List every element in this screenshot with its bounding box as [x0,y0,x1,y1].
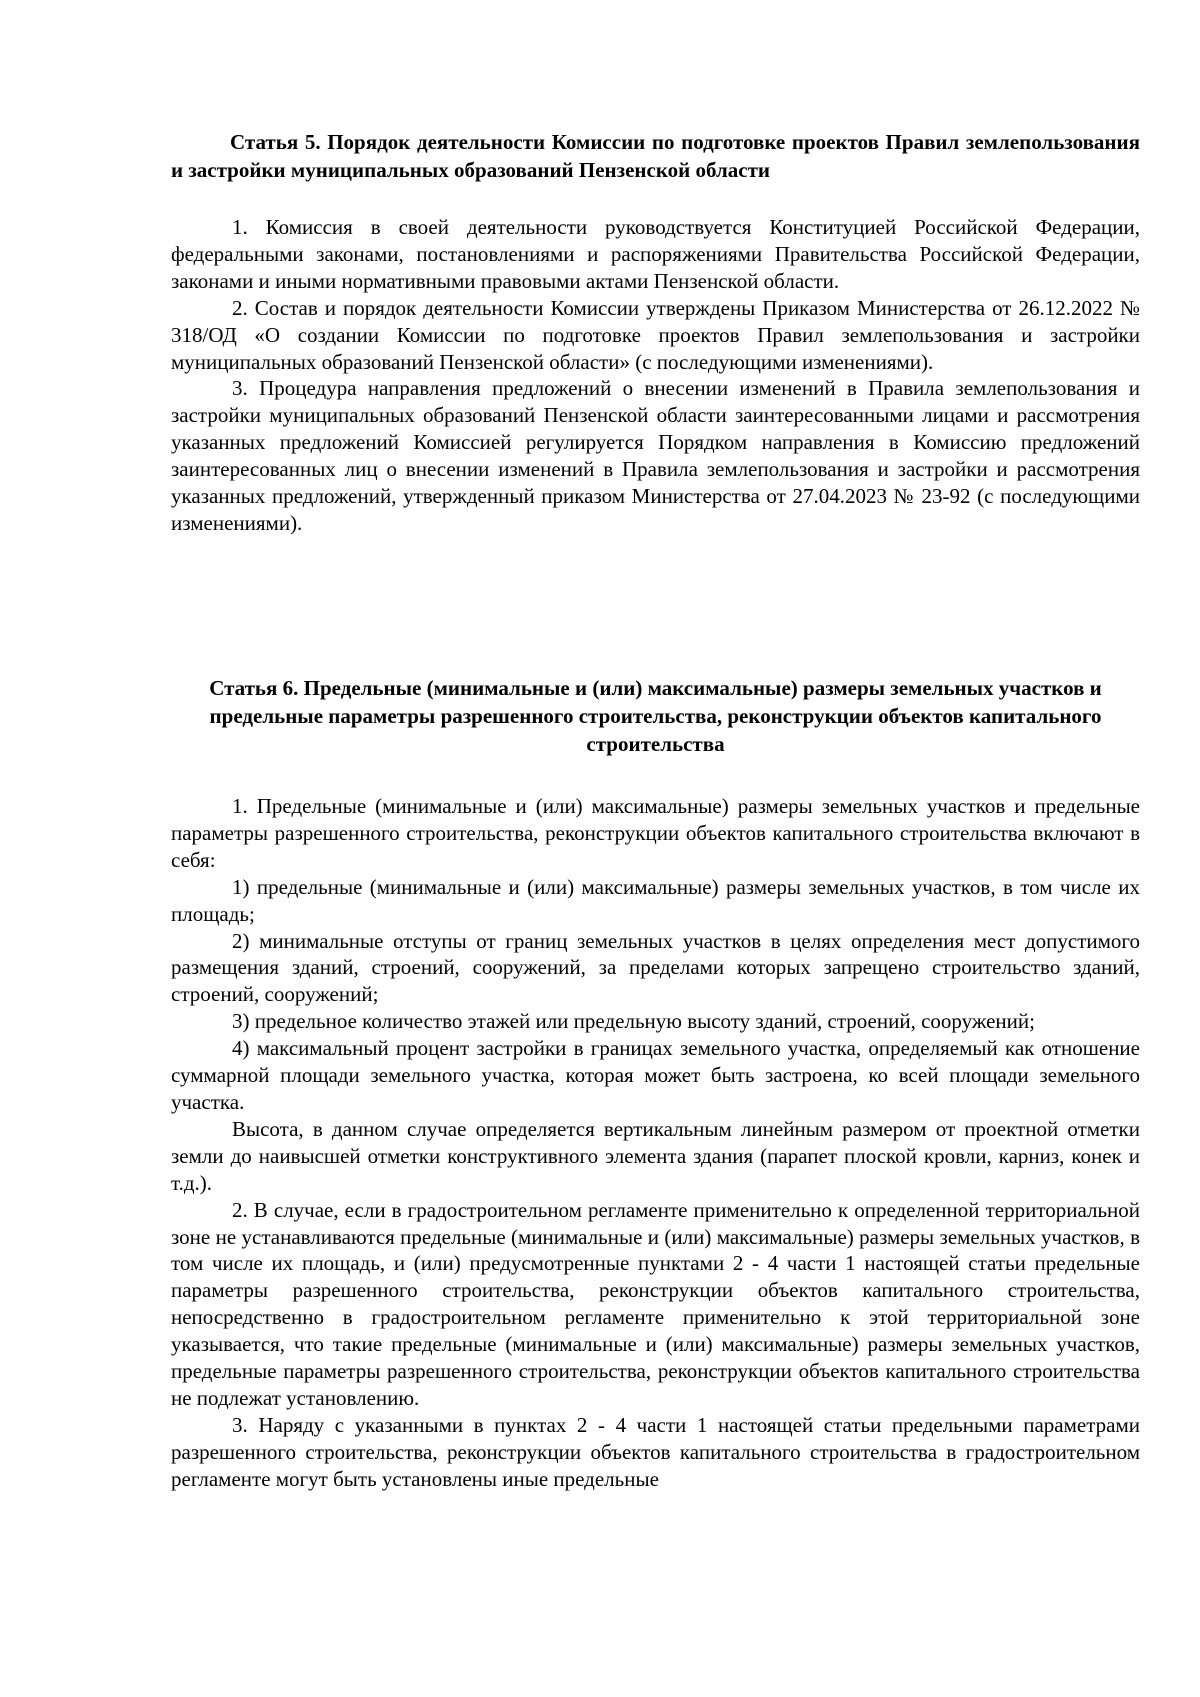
article-6-list-item-4: 4) максимальный процент застройки в границах земельного участка, определяемый как отношение суммарной площади земельного участка, которая может быть застроена, ко всей площади земельного участка. [171,1036,1140,1114]
article-6-body [171,793,1140,1493]
article-5-paragraph-1: 1. Комиссия в своей деятельности руководствуется Конституцией Российской Федерации, федеральными законами, постановлениями и распоряжениями Правительства Российской Федерации, законами и иными нормативными правовыми актами Пензенской области. [171,215,1140,293]
article-6-heading: Статья 6. Предельные (минимальные и (или) максимальные) размеры земельных участков и предельные параметры разрешенного строительства, реконструкции объектов капитального строительства [209,676,1102,756]
article-6-list-item-3: 3) предельное количество этажей или предельную высоту зданий, строений, сооружений; [232,1009,1035,1034]
article-6-list-item-2: 2) минимальные отступы от границ земельных участков в целях определения мест допустимого размещения зданий, строений, сооружений, за пределами которых запрещено строительство зданий, строений, сооружений; [171,928,1140,1007]
article-6-paragraph-3: 3. Наряду с указанными в пунктах 2 - 4 части 1 настоящей статьи предельными параметрами разрешенного строительства, реконструкции объектов капитального строительства в градостроительном регламенте могут быть установлены иные предельные [171,1412,1140,1491]
article-5-paragraph-2: 2. Состав и порядок деятельности Комиссии утверждены Приказом Министерства от 26.12.2022 № 318/ОД «О создании Комиссии по подготовке проектов Правил землепользования и застройки муниципальных образований Пензенской области» (с последующими изменениями). [171,295,1140,374]
article-6-list-item-1: 1) предельные (минимальные и (или) максимальные) размеры земельных участков, в том числе их площадь; [171,874,1140,926]
article-6-paragraph-2: 2. В случае, если в градостроительном регламенте применительно к определенной территориальной зоне не устанавливаются предельные (минимальные и (или) максимальные) размеры земельных участков, в том числе их площадь, и (или) предусмотренные пунктами 2 - 4 части 1 настоящей статьи предельные параметры разрешенного строительства, реконструкции объектов капитального строительства, непосредственно в градостроительном регламенте применительно к этой территориальной зоне указывается, что такие предельные (минимальные и (или) максимальные) размеры земельных участков, предельные параметры разрешенного строительства, реконструкции объектов капитального строительства не подлежат установлению. [171,1197,1140,1410]
article-5-heading: Статья 5. Порядок деятельности Комиссии по подготовке проектов Правил землепользования и застройки муниципальных образований Пензенской области [171,130,1140,182]
article-6-paragraph-1: 1. Предельные (минимальные и (или) максимальные) размеры земельных участков и предельные параметры разрешенного строительства, реконструкции объектов капитального строительства включают в себя: [171,794,1140,872]
article-6-height-note: Высота, в данном случае определяется вертикальным линейным размером от проектной отметки земли до наивысшей отметки конструктивного элемента здания (парапет плоской кровли, карниз, конек и т.д.). [171,1116,1140,1195]
article-5-paragraph-3: 3. Процедура направления предложений о внесении изменений в Правила землепользования и застройки муниципальных образований Пензенской области заинтересованными лицами и рассмотрения указанных предложений Комиссией регулируется Порядком направления в Комиссию предложений заинтересованных лиц о внесении изменений в Правила землепользования и застройки и рассмотрения указанных предложений, утвержденный приказом Министерства от 27.04.2023 № 23-92 (с последующими изменениями). [171,376,1140,535]
article-5-body [171,214,1140,537]
